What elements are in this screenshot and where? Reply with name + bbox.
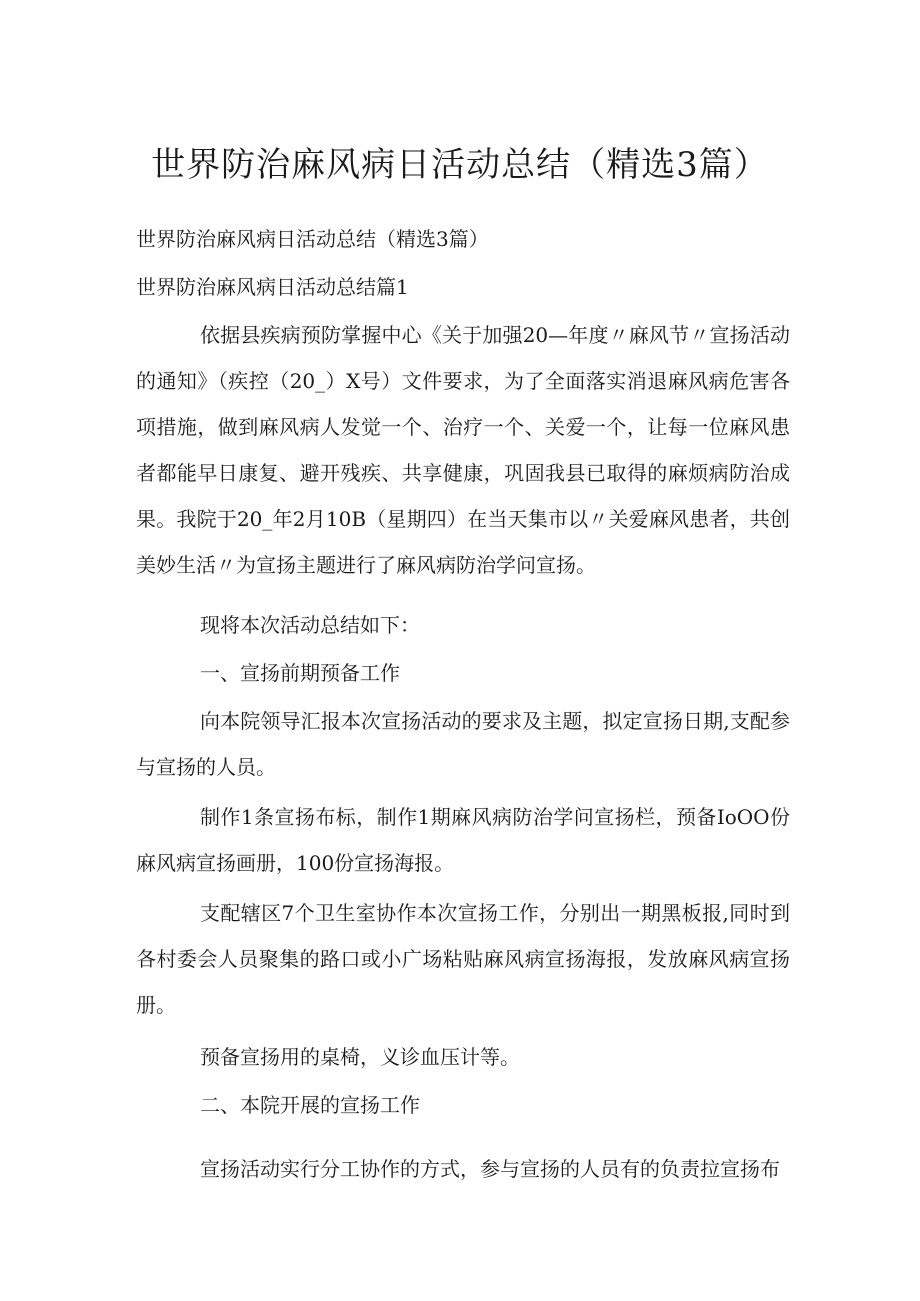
paragraph-intro: 依据县疾病预防掌握中心《关于加强20—年度〃麻风节〃宣扬活动的通知》（疾控（20_）X号）文件要求，为了全面落实消退麻风病危害各项措施，做到麻风病人发觉一个、治疗一个、关爱一个，让每一位麻风患者都能早日康复、避开残疾、共享健康，巩固我县已取得的麻烦病防治成果。我院于20_年2月10B（星期四）在当天集市以〃关爱麻风患者，共创美妙生活〃为宣扬主题进行了麻风病防治学问宣扬。 — [136, 323, 790, 577]
paragraph-report: 向本院领导汇报本次宣扬活动的要求及主题，拟定宣扬日期,支配参与宣扬的人员。 — [136, 709, 790, 779]
document-subtitle: 世界防治麻风病日活动总结（精选3篇） — [136, 227, 489, 251]
paragraph-division: 宣扬活动实行分工协作的方式，参与宣扬的人员有的负责拉宣扬布 — [200, 1157, 780, 1181]
document-title: 世界防治麻风病日活动总结（精选3篇） — [151, 145, 769, 185]
paragraph-equipment: 预备宣扬用的桌椅，义诊血压计等。 — [200, 1045, 520, 1069]
paragraph-summary-lead: 现将本次活动总结如下： — [200, 613, 420, 637]
paragraph-materials: 制作1条宣扬布标，制作1期麻风病防治学问宣扬栏，预备IoOO份麻风病宣扬画册，100份宣扬海报。 — [136, 805, 790, 875]
paragraph-clinics: 支配辖区7个卫生室协作本次宣扬工作，分别出一期黑板报,同时到各村委会人员聚集的路口或小广场粘贴麻风病宣扬海报，发放麻风病宣扬册。 — [136, 901, 790, 1017]
heading-preparation: 一、宣扬前期预备工作 — [200, 661, 400, 685]
heading-hospital-work: 二、本院开展的宣扬工作 — [200, 1093, 420, 1117]
section-heading: 世界防治麻风病日活动总结篇1 — [136, 275, 409, 299]
